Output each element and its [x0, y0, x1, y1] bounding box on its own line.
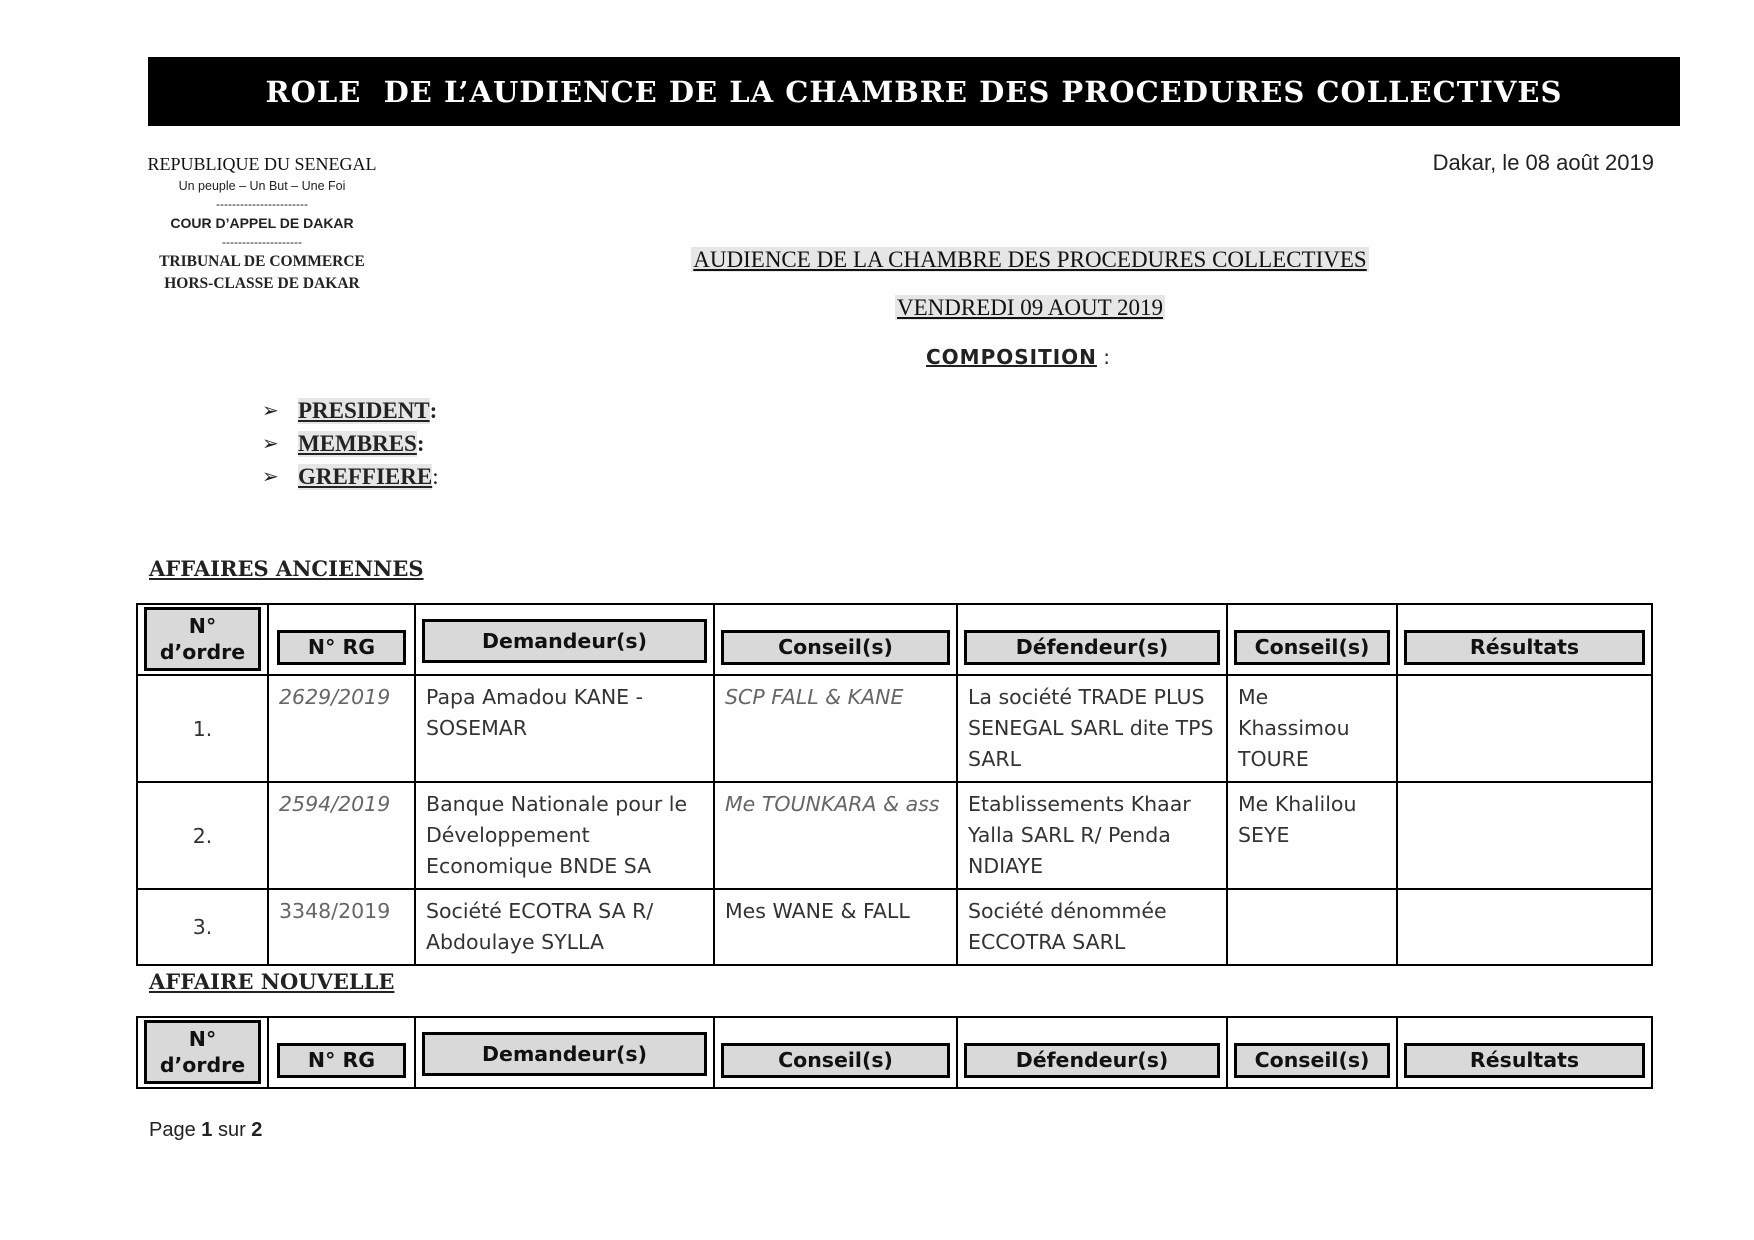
- current-page: 1: [201, 1119, 213, 1141]
- role-label: GREFFIERE: [298, 463, 433, 489]
- case-result-cell: [1397, 889, 1652, 965]
- arrow-bullet-icon: ➢: [262, 400, 279, 422]
- document-date: Dakar, le 08 août 2019: [1432, 150, 1654, 175]
- case-counsel: SCP FALL & KANE: [725, 685, 904, 709]
- document-banner: ROLE DE L’AUDIENCE DE LA CHAMBRE DES PROCEDURES COLLECTIVES: [148, 57, 1680, 126]
- column-header-plaintiff: [415, 604, 714, 675]
- case-plaintiff-cell: [415, 889, 714, 965]
- defendant-header-label: Défendeur(s): [964, 1043, 1220, 1078]
- case-rg-cell: [268, 889, 415, 965]
- case-plaintiff: Banque Nationale pour le Développement Economique BNDE SA: [426, 792, 688, 878]
- case-counsel: Mes WANE & FALL: [725, 899, 910, 923]
- page-middle: sur: [212, 1119, 252, 1141]
- audience-title-text: AUDIENCE DE LA CHAMBRE DES PROCEDURES COLLECTIVES: [693, 247, 1367, 272]
- table-row: [137, 889, 1652, 965]
- column-header-defendant: [957, 1017, 1227, 1088]
- case-order: 3.: [137, 889, 268, 965]
- arrow-bullet-icon: ➢: [262, 466, 279, 488]
- defendant-header-label: Défendeur(s): [964, 630, 1220, 665]
- republic-name: REPUBLIQUE DU SENEGAL: [147, 154, 377, 174]
- case-order: 1.: [137, 675, 268, 782]
- separator-line: --------------------: [222, 235, 302, 249]
- role-suffix: :: [432, 463, 439, 489]
- composition-colon: :: [1096, 345, 1111, 369]
- plaintiff-header-label: Demandeur(s): [422, 619, 707, 663]
- counsel-header-label: Conseil(s): [721, 630, 950, 665]
- rg-header-label: N° RG: [277, 1043, 406, 1078]
- case-rg-cell: [268, 782, 415, 889]
- arrow-bullet-icon: ➢: [262, 433, 279, 455]
- case-result: [1398, 783, 1651, 795]
- case-defendant-counsel: Me Khassimou TOURE: [1238, 685, 1350, 771]
- column-header-plaintiff: [415, 1017, 714, 1088]
- order-header-line: N°: [188, 1027, 217, 1051]
- order-header-line: N°: [188, 614, 217, 638]
- order-header-line: d’ordre: [159, 640, 246, 664]
- case-defendant-counsel: [1228, 890, 1396, 902]
- case-result: [1398, 676, 1651, 688]
- page-prefix: Page: [149, 1119, 202, 1141]
- column-header-defendant: [957, 604, 1227, 675]
- case-counsel: Me TOUNKARA & ass: [725, 792, 940, 816]
- case-rg: 3348/2019: [279, 899, 391, 923]
- section-title-old-cases: AFFAIRES ANCIENNES: [149, 556, 424, 581]
- column-header-counsel: [714, 1017, 957, 1088]
- role-label: PRESIDENT: [298, 397, 430, 423]
- column-header-counsel2: [1227, 1017, 1397, 1088]
- old-cases-table: [136, 603, 1653, 966]
- table-header-row: [137, 604, 1652, 675]
- separator-line: -----------------------: [216, 197, 308, 211]
- role-item: [262, 460, 439, 493]
- case-defendant: Société dénommée ECCOTRA SARL: [968, 899, 1167, 954]
- role-item: [262, 394, 439, 427]
- case-counsel-cell: [714, 782, 957, 889]
- column-header-counsel: [714, 604, 957, 675]
- composition-heading: [926, 345, 1110, 369]
- results-header-label: Résultats: [1404, 1043, 1645, 1078]
- issuing-authority-block: [122, 154, 402, 295]
- column-header-results: [1397, 1017, 1652, 1088]
- case-rg: 2594/2019: [279, 792, 391, 816]
- composition-label: COMPOSITION: [926, 345, 1097, 369]
- case-counsel-cell: [714, 675, 957, 782]
- case-plaintiff-cell: [415, 675, 714, 782]
- case-defendant-counsel: Me Khalilou SEYE: [1238, 792, 1357, 847]
- case-defendant: Etablissements Khaar Yalla SARL R/ Penda NDIAYE: [968, 792, 1191, 878]
- column-header-order: [137, 604, 268, 675]
- table-header-row: [137, 1017, 1652, 1088]
- counsel-header-label: Conseil(s): [721, 1043, 950, 1078]
- tribunal-line: TRIBUNAL DE COMMERCE: [159, 253, 365, 270]
- case-counsel-cell: [714, 889, 957, 965]
- audience-date: [0, 295, 1754, 321]
- tribunal-line: HORS-CLASSE DE DAKAR: [164, 275, 360, 292]
- composition-roles-list: [262, 394, 439, 493]
- case-defendant-cell: [957, 782, 1227, 889]
- column-header-counsel2: [1227, 604, 1397, 675]
- case-result-cell: [1397, 675, 1652, 782]
- case-defendant-counsel-cell: [1227, 889, 1397, 965]
- case-order: 2.: [137, 782, 268, 889]
- case-rg: 2629/2019: [279, 685, 391, 709]
- role-suffix: :: [429, 397, 438, 423]
- table-row: [137, 675, 1652, 782]
- audience-date-text: VENDREDI 09 AOUT 2019: [897, 295, 1163, 320]
- case-plaintiff-cell: [415, 782, 714, 889]
- total-pages: 2: [251, 1119, 263, 1141]
- case-plaintiff: Société ECOTRA SA R/ Abdoulaye SYLLA: [426, 899, 654, 954]
- case-defendant: La société TRADE PLUS SENEGAL SARL dite TPS SARL: [968, 685, 1214, 771]
- column-header-rg: [268, 1017, 415, 1088]
- counsel2-header-label: Conseil(s): [1234, 1043, 1390, 1078]
- column-header-results: [1397, 604, 1652, 675]
- table-row: [137, 782, 1652, 889]
- results-header-label: Résultats: [1404, 630, 1645, 665]
- new-cases-table: [136, 1016, 1653, 1089]
- role-item: [262, 427, 439, 460]
- case-defendant-cell: [957, 889, 1227, 965]
- section-title-new-cases: AFFAIRE NOUVELLE: [149, 969, 395, 994]
- rg-header-label: N° RG: [277, 630, 406, 665]
- role-label: MEMBRES: [298, 430, 417, 456]
- role-suffix: :: [416, 430, 425, 456]
- order-header-line: d’ordre: [159, 1053, 246, 1077]
- column-header-rg: [268, 604, 415, 675]
- case-defendant-cell: [957, 675, 1227, 782]
- case-result-cell: [1397, 782, 1652, 889]
- case-defendant-counsel-cell: [1227, 675, 1397, 782]
- column-header-order: [137, 1017, 268, 1088]
- case-rg-cell: [268, 675, 415, 782]
- counsel2-header-label: Conseil(s): [1234, 630, 1390, 665]
- court-name: COUR D’APPEL DE DAKAR: [170, 215, 354, 231]
- plaintiff-header-label: Demandeur(s): [422, 1032, 707, 1076]
- page-number: [149, 1119, 262, 1142]
- case-result: [1398, 890, 1651, 902]
- audience-title: [0, 247, 1754, 273]
- case-defendant-counsel-cell: [1227, 782, 1397, 889]
- national-motto: Un peuple – Un But – Une Foi: [178, 179, 346, 193]
- case-plaintiff: Papa Amadou KANE - SOSEMAR: [426, 685, 644, 740]
